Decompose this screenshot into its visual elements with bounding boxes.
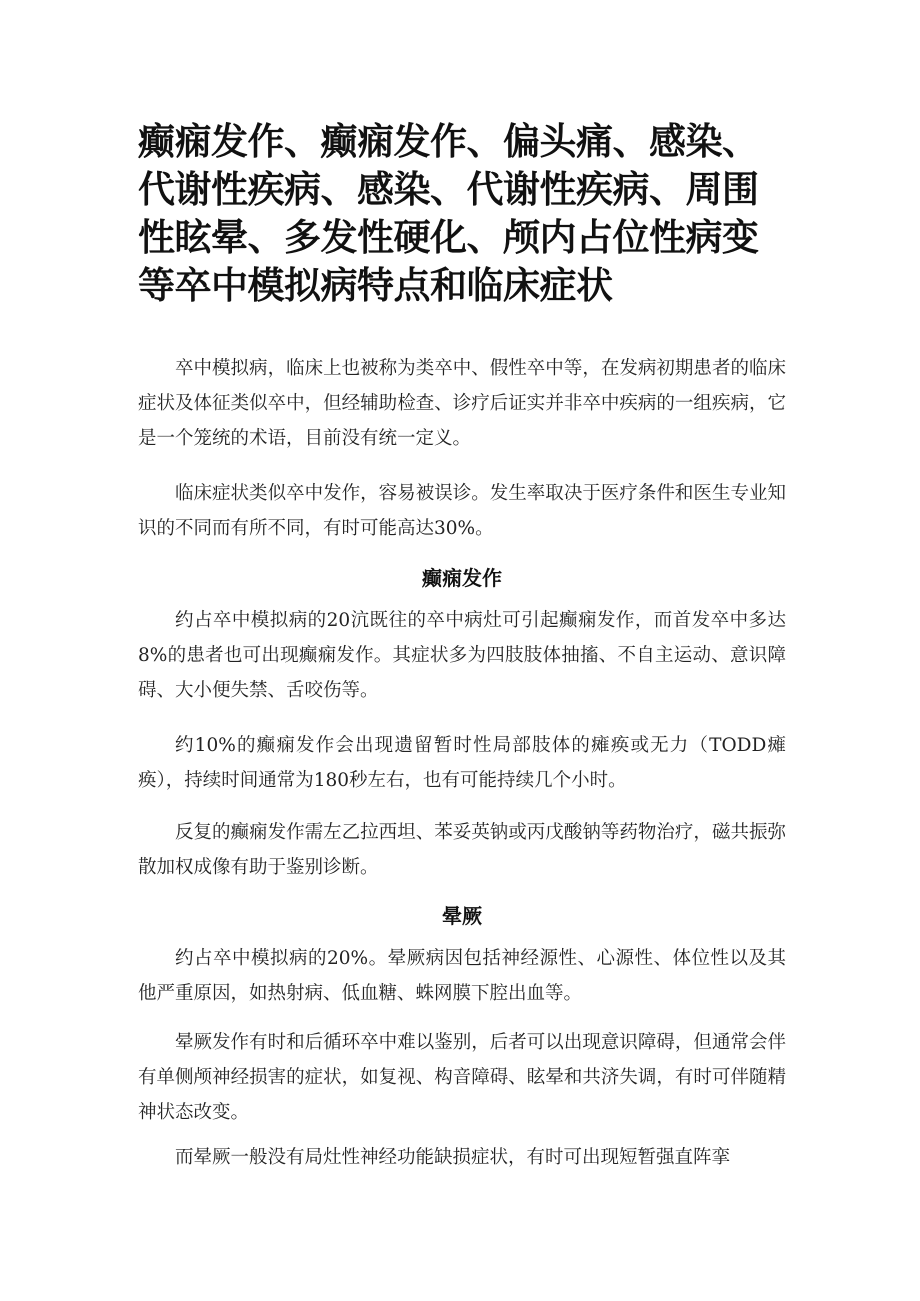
syncope-paragraph-3: 而晕厥一般没有局灶性神经功能缺损症状，有时可出现短暂强直阵挛 [175, 1147, 731, 1168]
epilepsy-paragraph-2: 约10%的癫痫发作会出现遗留暂时性局部肢体的瘫痪或无力（TODD瘫痪），持续时间通常为180秒左右，也有可能持续几个小时。 [138, 735, 786, 791]
section-heading-syncope: 晕厥 [442, 904, 482, 928]
intro-paragraph-2: 临床症状类似卒中发作，容易被误诊。发生率取决于医疗条件和医生专业知识的不同而有所不同，有时可能高达30%。 [138, 483, 786, 539]
section-heading-epilepsy: 癫痫发作 [422, 566, 502, 590]
syncope-paragraph-2: 晕厥发作有时和后循环卒中难以鉴别，后者可以出现意识障碍，但通常会伴有单侧颅神经损害的症状，如复视、构音障碍、眩晕和共济失调，有时可伴随精神状态改变。 [138, 1032, 786, 1123]
epilepsy-paragraph-1: 约占卒中模拟病的20沆既往的卒中病灶可引起癫痫发作，而首发卒中多达8%的患者也可出现癫痫发作。其症状多为四肢肢体抽搐、不自主运动、意识障碍、大小便失禁、舌咬伤等。 [138, 610, 786, 701]
intro-paragraph-1: 卒中模拟病，临床上也被称为类卒中、假性卒中等，在发病初期患者的临床症状及体征类似卒中，但经辅助检查、诊疗后证实并非卒中疾病的一组疾病，它是一个笼统的术语，目前没有统一定义。 [138, 358, 786, 449]
document-title: 癫痫发作、癫痫发作、偏头痛、感染、代谢性疾病、感染、代谢性疾病、周围性眩晕、多发性硬化、颅内占位性病变等卒中模拟病特点和临床症状 [138, 120, 759, 307]
syncope-paragraph-1: 约占卒中模拟病的20%。晕厥病因包括神经源性、心源性、体位性以及其他严重原因，如热射病、低血糖、蛛网膜下腔出血等。 [138, 948, 786, 1004]
epilepsy-paragraph-3: 反复的癫痫发作需左乙拉西坦、苯妥英钠或丙戊酸钠等药物治疗，磁共振弥散加权成像有助于鉴别诊断。 [138, 822, 786, 878]
